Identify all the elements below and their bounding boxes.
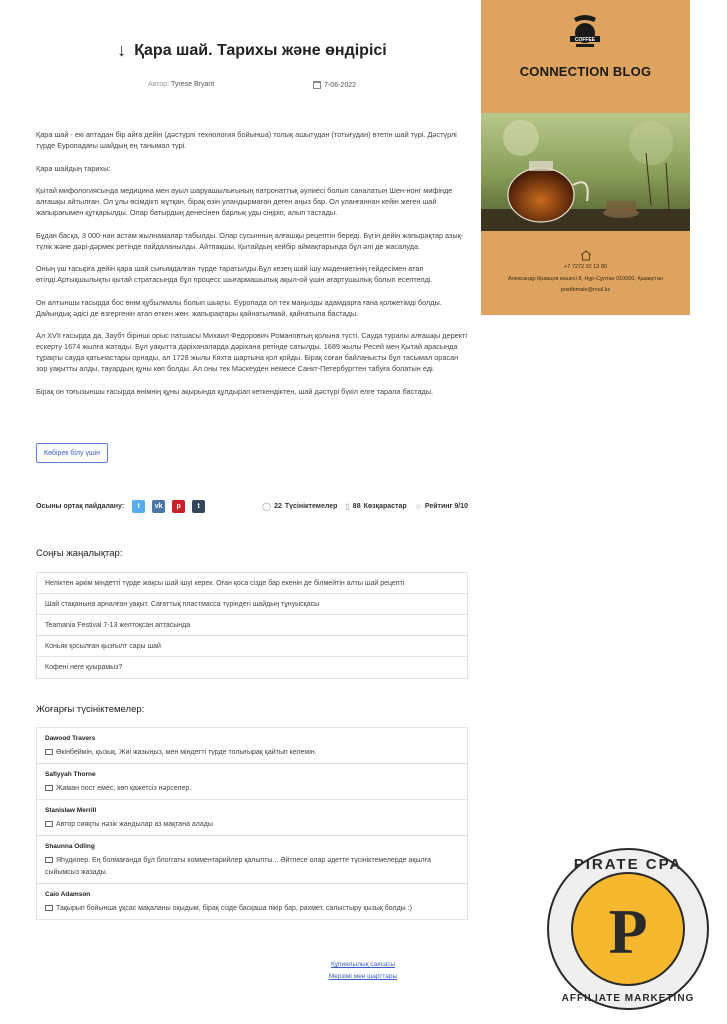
coffee-cup-logo-icon [564, 14, 606, 50]
news-link[interactable]: Коньяк қосылған қызғылт сары шай [37, 636, 467, 657]
comment-body [45, 747, 459, 759]
terms-link[interactable]: Мерзімі мен шарттары [328, 973, 398, 980]
paragraph: Бірақ он тоғызыншы ғасырда өнімнің құны ақырында құлдырап кеткендіктен, шай дәстүрі бүкіл елге тарала бастады. [36, 386, 434, 396]
news-link[interactable]: Шай стақанына арналған уақыт. Сағаттық пластмасса түріндегі шайдың тұнуысқасы [37, 594, 467, 615]
top-comments-list [36, 727, 468, 920]
publish-date [313, 81, 356, 89]
share-label: Осыны ортақ пайдалану: [36, 502, 125, 510]
watermark-top-text: PIRATE CPA [573, 856, 683, 873]
pinterest-share-icon[interactable]: p [172, 500, 185, 513]
views-count: 88 [352, 502, 361, 510]
comment-icon: ◯ [262, 501, 272, 511]
home-icon [580, 250, 592, 261]
comment-icon [45, 905, 53, 911]
comment-text: Жаман пост емес, көп қажетсіз нәрселер. [56, 785, 192, 792]
rating-stat [415, 502, 468, 511]
article [36, 40, 468, 408]
rating-label: Рейтинг 9/10 [424, 502, 468, 510]
news-link[interactable]: Teamania Festival 7-13 желтоқсан аптасында [37, 615, 467, 636]
comment-text: Автор сияқты нәзік жандылар аз мақтана алады [56, 821, 213, 828]
comment-icon [45, 785, 53, 791]
vk-share-icon[interactable]: vk [152, 500, 165, 513]
comments-count: 22 [274, 502, 282, 510]
blog-name: CONNECTION BLOG [519, 64, 652, 79]
pirate-cpa-watermark-logo [546, 847, 710, 1011]
latest-news-heading: Соңғы жаңалықтар: [36, 548, 123, 559]
watermark-bottom-text: AFFILIATE MARKETING [561, 993, 695, 1004]
star-icon: ☆ [414, 501, 422, 511]
paragraph: Ал XVII ғасырда да, Заубт бірінші орыс патшасы Михаил Федорович Романовтың қолына түсті. Сауда туралы алғашқы деректі ескерту 1674 жылға жатады. Бұл уақытта дәріханаларда дәріхана ретінде сатылды. 1689 жылы Ресей мен Қытай арасында тұрақты сауда қатынастары орнады, ал 1728 жылы Кяхта шартына қол қойды. Бірақ соған байланысты бұл тасымал орасан зор уақытты алды, тауардың құны көп болды. Ал оны тек Мәскеуден немесе Санкт-Петербургтен табуға болатын еді. [36, 331, 467, 373]
news-link[interactable]: Кофені неге қуырамыз? [45, 664, 123, 671]
comment-item [37, 800, 467, 836]
comment-icon [45, 749, 53, 755]
date-value: 7-06-2022 [324, 81, 356, 89]
author-name[interactable]: Tyrese Bryant [171, 81, 215, 88]
footer-links [300, 961, 426, 985]
author-line [148, 81, 214, 89]
article-stats [262, 502, 468, 511]
comment-text: Өкінбеймін, қызық. Жиі жазыңыз, мен міндетті түрде толығырақ қайтып келемін. [56, 749, 317, 756]
views-stat [345, 502, 406, 511]
comment-author: Caio Adamson [45, 891, 91, 898]
paragraph: Оның үш ғасырға дейін қара шай сығымдалған түрде таратылды.Бұл кезең шай ішу мәдениетінің гейдесімен атап өтілді.Артықшылықты қытай стратасында бұл процесс шығармашылық ақыл-ой үшін ағартушылық болып есептелді. [36, 264, 433, 284]
news-link[interactable]: Неліктен әркім міндетті түрде жақсы шай ішуі керек. Оған қоса сізде бар екенін де білмейтін алты шай рецепті [37, 573, 467, 594]
paragraph: Қытай мифологиясында медицина мен ауыл шаруашылығының патронаттық әулиесі болып саналатын Шен-нонг мифінде алғашқы айтылған. Ол ұлы өсімдікті жұтқан, бірақ өзін уландырмаған деген аңыз бар. Ол уланғаннан кейін жеген шай жапырағымен құтқарылды. Олар батырдың денесінен барлық уды сіңіріп, алып тастады. [36, 186, 453, 217]
article-meta [36, 81, 468, 89]
author-label: Автор: [148, 81, 170, 88]
share-bar [36, 499, 468, 513]
paragraph: Он алтыншы ғасырда бос өнім құбылмалы болып шықты. Еуропада ол тек маңызды адамдарға ғана қолжетімді болды. Дайындық әдісі де өзгергенін атап өткен жөн: жапырақтары қайнатылмай, қайнатыла бастады. [36, 297, 442, 318]
watermark-letter: P [608, 896, 648, 967]
comment-text: Яһудилер. Ең болмағанда бұл блоггаты комментарийлер қалыпты... Әйтпесе олар әдетте түсініктемелерде ақылға сыйымсыз жазады. [45, 857, 431, 876]
tumblr-share-icon[interactable]: t [192, 500, 205, 513]
comment-author: Dawood Travers [45, 735, 96, 742]
latest-news-list [36, 572, 468, 679]
article-title-text: Қара шай. Тарихы және өндірісі [134, 41, 387, 59]
comment-author: Shaunna Odling [45, 843, 95, 850]
privacy-policy-link[interactable]: Құпиялылық саясаты [330, 961, 396, 968]
views-label: Көзқарастар [363, 502, 407, 510]
article-body [36, 129, 468, 397]
comment-item [37, 836, 467, 884]
comment-body [45, 903, 459, 915]
comment-body [45, 783, 459, 795]
comment-body [45, 855, 459, 879]
comment-item [37, 764, 467, 800]
comment-icon [45, 857, 53, 863]
comment-item [37, 884, 467, 919]
paragraph: Қара шайдың тарихы: [36, 163, 111, 173]
learn-more-button[interactable]: Көбірек білу үшін [36, 443, 108, 463]
contact-address: Александр Кравцов көшесі 8, Нұр-Сұлтан 010000, Қазақстан [508, 276, 663, 282]
logo-text: COFFEE [574, 37, 596, 43]
comment-author: Stanislaw Merrill [45, 807, 97, 814]
comments-label: Түсініктемелер [284, 502, 338, 510]
comment-icon [45, 821, 53, 827]
calendar-icon [313, 81, 321, 89]
top-comments-heading: Жоғарғы түсініктемелер: [36, 704, 145, 715]
comment-body [45, 819, 459, 831]
arrow-down-icon: ↓ [117, 40, 127, 60]
comments-stat [262, 502, 337, 511]
contact-email[interactable]: postfemale@mail.kz [560, 287, 611, 293]
eye-icon: ▯ [345, 501, 350, 511]
paragraph: Бұдан басқа, 3 000-нан астам жылнамалар табылды. Олар сусынның алғашқы рецептін береді. Бүгін дейін жапырақтар азық-түлік және дәрі-дәрмек ретінде пайдаланылды. Айтпақшы, Қытайдың кейбір аймақтарында бұл әлі де жасалуда. [36, 230, 464, 251]
paragraph: Қара шай - екі аптадан бір айға дейін (дәстүрлі технология бойынша) толық ашытудан (тотығудан) өтетін шай түрі. Дәстүрлі түрде Еуропадағы шайдың ең танымал түрі. [36, 130, 457, 150]
comment-author: Safiyyah Thorne [45, 771, 96, 778]
contact-phone[interactable]: +7 7272 32 13 80 [564, 264, 607, 270]
comment-text: Тақырып бойынша ұқсас мақаланы оқыдым, бірақ сізде басқаша пікір бар, рахмет, салыстыру қызық болды :) [56, 905, 412, 912]
twitter-share-icon[interactable]: t [132, 500, 145, 513]
comment-item [37, 728, 467, 764]
article-title [36, 40, 468, 61]
tea-teapot-photo [481, 113, 690, 231]
sidebar-blog-card [481, 0, 690, 315]
